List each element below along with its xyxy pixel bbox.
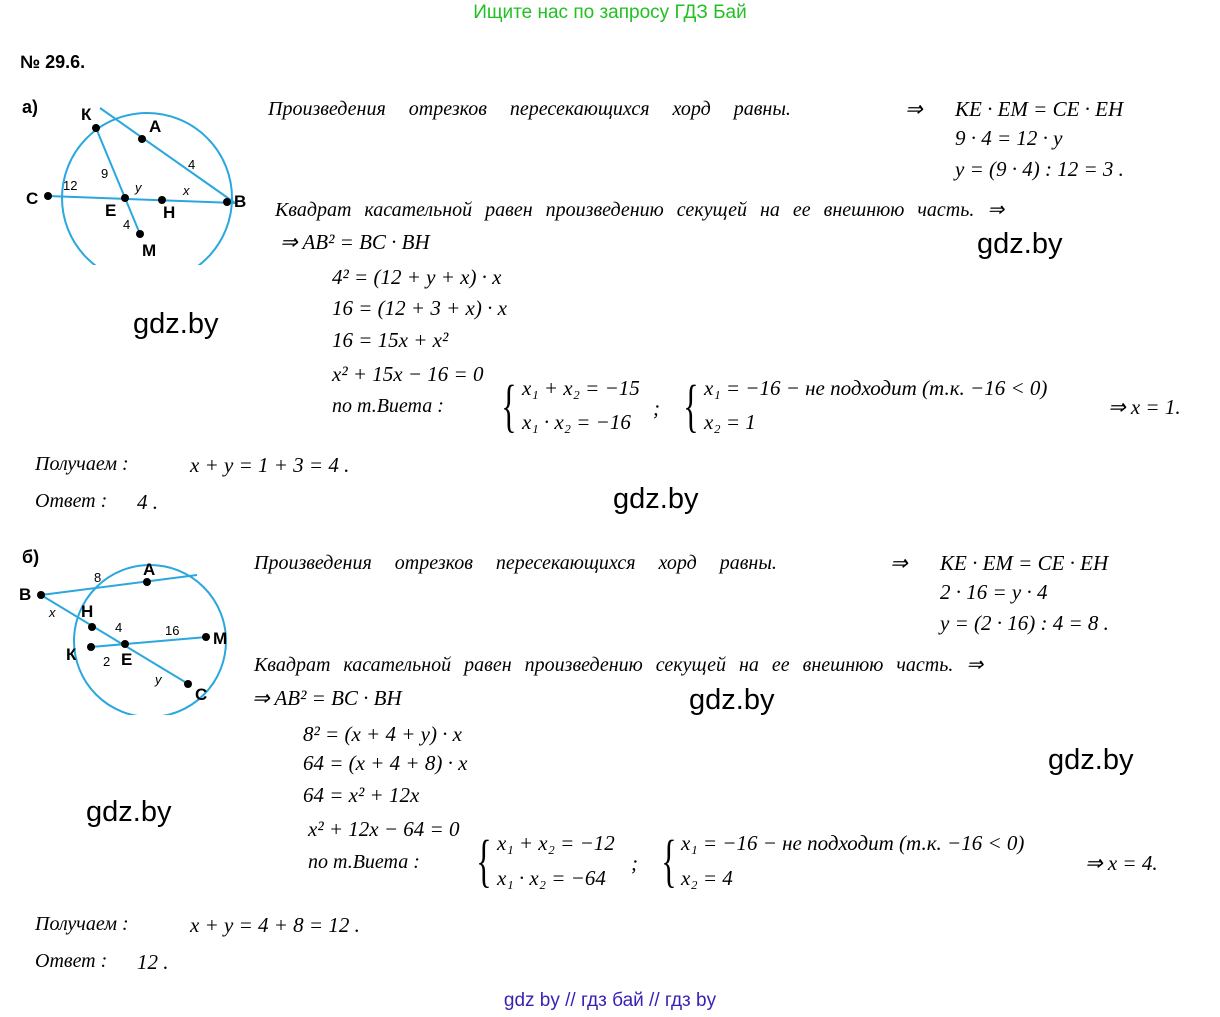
point-e: Е xyxy=(121,650,133,669)
a-tan-eq5: x² + 15x − 16 = 0 xyxy=(332,362,484,386)
seg-eh: y xyxy=(135,180,142,195)
a-chord-eq3: y = (9 · 4) : 12 = 3 . xyxy=(955,157,1124,181)
watermark: gdz.by xyxy=(689,684,775,716)
seg-he: 4 xyxy=(115,620,123,635)
point-c: С xyxy=(26,189,39,208)
a-implies: ⇒ xyxy=(905,97,923,121)
a-chord-eq1: KE · EM = CE · EH xyxy=(955,97,1124,121)
a-semicolon: ; xyxy=(653,396,660,420)
a-tan-eq4: 16 = 15x + x² xyxy=(332,328,449,352)
point-c: С xyxy=(195,685,208,704)
b-brace-2: { xyxy=(661,828,677,893)
b-tan-eq2: 8² = (x + 4 + y) · x xyxy=(303,722,463,746)
b-tan-eq3: 64 = (x + 4 + 8) · x xyxy=(303,751,468,775)
chord-km xyxy=(96,128,140,234)
part-b-diagram xyxy=(15,555,250,715)
part-a-diagram xyxy=(15,100,260,265)
watermark: gdz.by xyxy=(1048,744,1134,776)
b-chord-eq1: KE · EM = CE · EH xyxy=(940,551,1109,575)
point-b: В xyxy=(234,192,247,211)
footer-links[interactable]: gdz by // гдз бай // гдз by xyxy=(503,990,717,1011)
a-answer-value: 4 . xyxy=(137,490,158,514)
watermark: gdz.by xyxy=(977,228,1063,260)
point-a: А xyxy=(143,560,156,579)
seg-em: 4 xyxy=(123,217,131,232)
a-root2: x₂ = 1 xyxy=(704,410,756,434)
seg-ce: 12 xyxy=(63,178,78,193)
seg-ec: y xyxy=(155,672,162,687)
a-tangent-rule: Квадрат касательной равен произведению секущей на ее внешнюю часть. ⇒ xyxy=(275,199,1005,221)
point-k: К xyxy=(81,105,92,124)
a-conclusion: ⇒ x = 1. xyxy=(1108,395,1181,419)
point-a: А xyxy=(149,117,162,136)
b-root2: x₂ = 4 xyxy=(681,866,733,890)
point-e: Е xyxy=(105,201,117,220)
watermark: gdz.by xyxy=(133,308,219,340)
point-b: В xyxy=(19,585,32,604)
seg-bh: x xyxy=(49,605,56,620)
a-tan-eq1: ⇒ AB² = BC · BH xyxy=(280,230,430,254)
b-tan-eq4: 64 = x² + 12x xyxy=(303,783,420,807)
a-root1: x₁ = −16 − не подходит (т.к. −16 < 0) xyxy=(704,376,1048,400)
tangent-ba xyxy=(41,575,197,595)
chord-km xyxy=(91,637,207,647)
b-result-label: Получаем : xyxy=(35,913,129,935)
b-root1: x₁ = −16 − не подходит (т.к. −16 < 0) xyxy=(681,831,1025,855)
part-a-label: а) xyxy=(22,97,39,117)
b-vieta-prod: x₁ · x₂ = −64 xyxy=(497,866,606,890)
chord-ch xyxy=(48,196,235,203)
b-semicolon: ; xyxy=(631,851,638,875)
b-tangent-rule: Квадрат касательной равен произведению секущей на ее внешнюю часть. ⇒ xyxy=(254,654,984,676)
b-result-expr: x + y = 4 + 8 = 12 . xyxy=(190,913,360,937)
seg-ke: 9 xyxy=(101,166,109,181)
a-brace-2: { xyxy=(683,373,699,438)
b-answer-value: 12 . xyxy=(137,950,169,974)
watermark: gdz.by xyxy=(86,796,172,828)
seg-ab: 4 xyxy=(188,157,196,172)
seg-ba: 8 xyxy=(94,570,102,585)
point-m: М xyxy=(142,241,157,260)
b-chord-eq3: y = (2 · 16) : 4 = 8 . xyxy=(940,611,1109,635)
seg-ke: 2 xyxy=(103,654,111,669)
point-m: М xyxy=(213,629,228,648)
b-chord-rule: Произведения отрезков пересекающихся хорд равны. xyxy=(254,552,777,574)
a-tan-eq2: 4² = (12 + y + x) · x xyxy=(332,265,502,289)
point-k: К xyxy=(66,645,77,664)
a-result-label: Получаем : xyxy=(35,453,129,475)
b-implies: ⇒ xyxy=(890,551,908,575)
a-brace-1: { xyxy=(501,373,517,438)
a-chord-eq2: 9 · 4 = 12 · y xyxy=(955,126,1063,150)
b-brace-1: { xyxy=(476,828,492,893)
b-conclusion: ⇒ x = 4. xyxy=(1085,851,1158,875)
point-h: Н xyxy=(81,602,94,621)
point-h: Н xyxy=(163,203,176,222)
seg-hb: x xyxy=(183,183,190,198)
problem-number: № 29.6. xyxy=(20,52,86,72)
b-tan-eq1: ⇒ AB² = BC · BH xyxy=(252,686,402,710)
a-vieta-prod: x₁ · x₂ = −16 xyxy=(522,410,631,434)
a-chord-rule: Произведения отрезков пересекающихся хорд равны. xyxy=(268,98,791,120)
a-answer-label: Ответ : xyxy=(35,490,108,512)
b-vieta-sum: x₁ + x₂ = −12 xyxy=(497,831,615,855)
b-chord-eq2: 2 · 16 = y · 4 xyxy=(940,580,1048,604)
b-tan-eq5: x² + 12x − 64 = 0 xyxy=(308,817,460,841)
a-result-expr: x + y = 1 + 3 = 4 . xyxy=(190,453,350,477)
part-b-label: б) xyxy=(22,547,40,567)
a-tan-eq3: 16 = (12 + 3 + x) · x xyxy=(332,296,507,320)
seg-em: 16 xyxy=(165,623,180,638)
a-vieta-label: по т.Виета : xyxy=(332,395,444,417)
b-vieta-label: по т.Виета : xyxy=(308,851,420,873)
top-banner[interactable]: Ищите нас по запросу ГДЗ Бай xyxy=(473,2,747,23)
b-answer-label: Ответ : xyxy=(35,950,108,972)
watermark: gdz.by xyxy=(613,483,699,515)
a-vieta-sum: x₁ + x₂ = −15 xyxy=(522,376,640,400)
